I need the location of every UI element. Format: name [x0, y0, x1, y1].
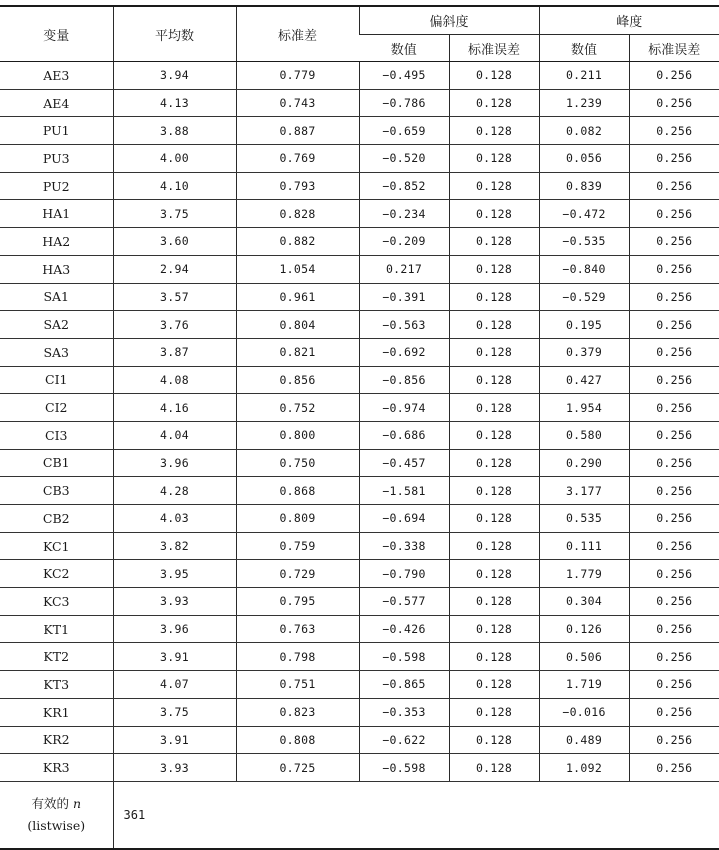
cell-skew-std-error: 0.128 [449, 255, 539, 283]
table-row [0, 532, 719, 560]
cell-skew-value: −0.790 [359, 560, 449, 588]
table-row [0, 338, 719, 366]
cell-kurt-std-error: 0.256 [629, 338, 719, 366]
cell-kurt-std-error: 0.256 [629, 560, 719, 588]
cell-skew-std-error: 0.128 [449, 117, 539, 145]
cell-skew-value: −0.520 [359, 145, 449, 173]
cell-variable: CI3 [0, 421, 113, 449]
cell-kurt-value: 0.126 [539, 615, 629, 643]
header-row-1 [0, 6, 719, 35]
cell-kurt-value: −0.840 [539, 255, 629, 283]
cell-variable: PU3 [0, 145, 113, 173]
cell-std: 0.793 [236, 172, 359, 200]
cell-skew-value: −0.856 [359, 366, 449, 394]
cell-kurt-std-error: 0.256 [629, 477, 719, 505]
table-row [0, 421, 719, 449]
cell-variable: HA1 [0, 200, 113, 228]
cell-std: 0.725 [236, 754, 359, 782]
table-row [0, 62, 719, 90]
cell-skew-std-error: 0.128 [449, 228, 539, 256]
table-row [0, 172, 719, 200]
cell-std: 0.798 [236, 643, 359, 671]
cell-kurt-value: 1.239 [539, 89, 629, 117]
cell-std: 0.752 [236, 394, 359, 422]
cell-variable: KT1 [0, 615, 113, 643]
cell-skew-value: −0.391 [359, 283, 449, 311]
cell-skew-std-error: 0.128 [449, 754, 539, 782]
cell-skew-value: −0.694 [359, 505, 449, 533]
cell-skew-std-error: 0.128 [449, 532, 539, 560]
cell-variable: CB1 [0, 449, 113, 477]
cell-variable: AE3 [0, 62, 113, 90]
cell-skew-std-error: 0.128 [449, 698, 539, 726]
header-skew-value: 数值 [359, 35, 449, 62]
cell-skew-std-error: 0.128 [449, 283, 539, 311]
cell-kurt-value: 0.056 [539, 145, 629, 173]
table-row [0, 255, 719, 283]
cell-std: 0.769 [236, 145, 359, 173]
cell-skew-std-error: 0.128 [449, 394, 539, 422]
table-row [0, 117, 719, 145]
cell-kurt-std-error: 0.256 [629, 228, 719, 256]
cell-mean: 3.93 [113, 754, 236, 782]
cell-std: 0.856 [236, 366, 359, 394]
cell-kurt-value: −0.472 [539, 200, 629, 228]
cell-mean: 4.08 [113, 366, 236, 394]
cell-kurt-std-error: 0.256 [629, 394, 719, 422]
cell-kurt-value: 1.779 [539, 560, 629, 588]
cell-kurt-std-error: 0.256 [629, 200, 719, 228]
cell-mean: 3.96 [113, 449, 236, 477]
table-row [0, 311, 719, 339]
cell-variable: SA3 [0, 338, 113, 366]
cell-kurt-std-error: 0.256 [629, 698, 719, 726]
cell-std: 0.809 [236, 505, 359, 533]
table-row [0, 698, 719, 726]
cell-std: 0.759 [236, 532, 359, 560]
cell-mean: 3.76 [113, 311, 236, 339]
table-row [0, 449, 719, 477]
cell-mean: 4.10 [113, 172, 236, 200]
table-row [0, 228, 719, 256]
table-row [0, 505, 719, 533]
cell-skew-std-error: 0.128 [449, 726, 539, 754]
cell-kurt-std-error: 0.256 [629, 89, 719, 117]
cell-kurt-value: 0.580 [539, 421, 629, 449]
cell-variable: HA2 [0, 228, 113, 256]
cell-kurt-value: 0.535 [539, 505, 629, 533]
cell-kurt-std-error: 0.256 [629, 366, 719, 394]
cell-mean: 4.16 [113, 394, 236, 422]
cell-variable: CB2 [0, 505, 113, 533]
cell-mean: 4.03 [113, 505, 236, 533]
cell-std: 0.821 [236, 338, 359, 366]
cell-mean: 3.60 [113, 228, 236, 256]
table-row [0, 588, 719, 616]
cell-skew-std-error: 0.128 [449, 62, 539, 90]
cell-kurt-std-error: 0.256 [629, 726, 719, 754]
cell-mean: 3.82 [113, 532, 236, 560]
cell-skew-std-error: 0.128 [449, 145, 539, 173]
cell-variable: SA1 [0, 283, 113, 311]
cell-mean: 3.87 [113, 338, 236, 366]
cell-skew-std-error: 0.128 [449, 671, 539, 699]
cell-std: 0.763 [236, 615, 359, 643]
cell-mean: 3.93 [113, 588, 236, 616]
cell-variable: CI2 [0, 394, 113, 422]
footer-value: 361 [113, 781, 719, 849]
cell-kurt-value: −0.529 [539, 283, 629, 311]
cell-kurt-std-error: 0.256 [629, 311, 719, 339]
cell-skew-value: −0.852 [359, 172, 449, 200]
cell-skew-std-error: 0.128 [449, 311, 539, 339]
cell-mean: 3.96 [113, 615, 236, 643]
cell-skew-value: −0.426 [359, 615, 449, 643]
table-row [0, 643, 719, 671]
footer-label [0, 781, 113, 849]
header-skewness: 偏斜度 [359, 6, 539, 35]
cell-kurt-value: 0.489 [539, 726, 629, 754]
cell-variable: CB3 [0, 477, 113, 505]
cell-std: 0.882 [236, 228, 359, 256]
cell-skew-std-error: 0.128 [449, 643, 539, 671]
cell-skew-std-error: 0.128 [449, 172, 539, 200]
cell-std: 0.808 [236, 726, 359, 754]
cell-skew-value: −0.598 [359, 643, 449, 671]
cell-mean: 3.91 [113, 643, 236, 671]
cell-kurt-std-error: 0.256 [629, 421, 719, 449]
cell-kurt-value: 1.719 [539, 671, 629, 699]
cell-skew-std-error: 0.128 [449, 366, 539, 394]
cell-kurt-value: 0.082 [539, 117, 629, 145]
footer-label-suffix: (listwise) [27, 817, 86, 833]
cell-kurt-std-error: 0.256 [629, 754, 719, 782]
cell-variable: SA2 [0, 311, 113, 339]
cell-kurt-std-error: 0.256 [629, 588, 719, 616]
cell-variable: KR1 [0, 698, 113, 726]
cell-std: 0.751 [236, 671, 359, 699]
cell-variable: CI1 [0, 366, 113, 394]
cell-skew-value: −0.686 [359, 421, 449, 449]
cell-std: 0.887 [236, 117, 359, 145]
cell-kurt-std-error: 0.256 [629, 643, 719, 671]
cell-variable: PU1 [0, 117, 113, 145]
cell-mean: 3.75 [113, 698, 236, 726]
cell-kurt-std-error: 0.256 [629, 532, 719, 560]
table-row [0, 671, 719, 699]
cell-skew-value: −0.692 [359, 338, 449, 366]
cell-kurt-value: 0.506 [539, 643, 629, 671]
cell-std: 0.961 [236, 283, 359, 311]
cell-skew-value: −1.581 [359, 477, 449, 505]
cell-std: 0.868 [236, 477, 359, 505]
cell-kurt-value: −0.535 [539, 228, 629, 256]
cell-skew-value: −0.577 [359, 588, 449, 616]
descriptive-stats-table [0, 5, 719, 850]
cell-kurt-value: 0.427 [539, 366, 629, 394]
cell-kurt-value: 1.092 [539, 754, 629, 782]
cell-skew-std-error: 0.128 [449, 560, 539, 588]
cell-skew-std-error: 0.128 [449, 200, 539, 228]
table-row [0, 615, 719, 643]
cell-skew-value: −0.659 [359, 117, 449, 145]
table-row [0, 560, 719, 588]
table-row [0, 89, 719, 117]
cell-skew-std-error: 0.128 [449, 477, 539, 505]
cell-kurt-std-error: 0.256 [629, 505, 719, 533]
cell-kurt-std-error: 0.256 [629, 449, 719, 477]
cell-kurt-std-error: 0.256 [629, 117, 719, 145]
cell-variable: KT2 [0, 643, 113, 671]
cell-mean: 3.88 [113, 117, 236, 145]
header-kurtosis: 峰度 [539, 6, 719, 35]
cell-kurt-std-error: 0.256 [629, 671, 719, 699]
header-skew-std-error: 标准误差 [449, 35, 539, 62]
table-row [0, 283, 719, 311]
cell-skew-std-error: 0.128 [449, 89, 539, 117]
cell-std: 0.729 [236, 560, 359, 588]
cell-kurt-value: 0.290 [539, 449, 629, 477]
cell-mean: 2.94 [113, 255, 236, 283]
cell-skew-value: −0.974 [359, 394, 449, 422]
cell-mean: 4.04 [113, 421, 236, 449]
cell-std: 0.750 [236, 449, 359, 477]
cell-mean: 3.75 [113, 200, 236, 228]
cell-skew-value: −0.786 [359, 89, 449, 117]
header-mean: 平均数 [113, 6, 236, 62]
table-body [0, 62, 719, 849]
cell-skew-value: −0.598 [359, 754, 449, 782]
cell-mean: 3.94 [113, 62, 236, 90]
cell-skew-std-error: 0.128 [449, 449, 539, 477]
cell-skew-value: −0.563 [359, 311, 449, 339]
footer-row [0, 781, 719, 849]
cell-std: 0.828 [236, 200, 359, 228]
cell-skew-value: −0.495 [359, 62, 449, 90]
cell-kurt-value: 0.195 [539, 311, 629, 339]
cell-mean: 3.57 [113, 283, 236, 311]
header-kurt-value: 数值 [539, 35, 629, 62]
cell-mean: 4.00 [113, 145, 236, 173]
cell-skew-value: −0.234 [359, 200, 449, 228]
cell-variable: AE4 [0, 89, 113, 117]
cell-skew-value: −0.209 [359, 228, 449, 256]
cell-variable: KC1 [0, 532, 113, 560]
cell-kurt-std-error: 0.256 [629, 145, 719, 173]
cell-std: 0.800 [236, 421, 359, 449]
cell-skew-value: 0.217 [359, 255, 449, 283]
table-row [0, 754, 719, 782]
cell-kurt-value: 3.177 [539, 477, 629, 505]
table-row [0, 394, 719, 422]
cell-variable: KT3 [0, 671, 113, 699]
cell-skew-std-error: 0.128 [449, 421, 539, 449]
cell-std: 1.054 [236, 255, 359, 283]
header-kurt-std-error: 标准误差 [629, 35, 719, 62]
cell-variable: HA3 [0, 255, 113, 283]
cell-kurt-value: 0.839 [539, 172, 629, 200]
cell-std: 0.795 [236, 588, 359, 616]
header-variable: 变量 [0, 6, 113, 62]
cell-variable: KR2 [0, 726, 113, 754]
cell-skew-std-error: 0.128 [449, 615, 539, 643]
cell-kurt-value: 0.379 [539, 338, 629, 366]
cell-kurt-value: −0.016 [539, 698, 629, 726]
cell-skew-value: −0.353 [359, 698, 449, 726]
cell-variable: KR3 [0, 754, 113, 782]
cell-variable: PU2 [0, 172, 113, 200]
cell-mean: 4.07 [113, 671, 236, 699]
table-row [0, 477, 719, 505]
cell-kurt-std-error: 0.256 [629, 615, 719, 643]
cell-kurt-value: 0.111 [539, 532, 629, 560]
table-row [0, 200, 719, 228]
cell-kurt-std-error: 0.256 [629, 62, 719, 90]
table-row [0, 145, 719, 173]
footer-label-var: n [72, 795, 82, 811]
cell-skew-std-error: 0.128 [449, 505, 539, 533]
cell-mean: 3.91 [113, 726, 236, 754]
table-row [0, 726, 719, 754]
cell-std: 0.779 [236, 62, 359, 90]
cell-skew-value: −0.622 [359, 726, 449, 754]
cell-kurt-std-error: 0.256 [629, 255, 719, 283]
cell-kurt-value: 0.304 [539, 588, 629, 616]
cell-std: 0.743 [236, 89, 359, 117]
cell-std: 0.823 [236, 698, 359, 726]
cell-skew-std-error: 0.128 [449, 338, 539, 366]
cell-variable: KC3 [0, 588, 113, 616]
cell-skew-std-error: 0.128 [449, 588, 539, 616]
cell-kurt-value: 1.954 [539, 394, 629, 422]
cell-kurt-std-error: 0.256 [629, 283, 719, 311]
footer-label-prefix: 有效的 [31, 795, 69, 811]
table-row [0, 366, 719, 394]
cell-std: 0.804 [236, 311, 359, 339]
cell-skew-value: −0.338 [359, 532, 449, 560]
cell-mean: 4.28 [113, 477, 236, 505]
cell-mean: 3.95 [113, 560, 236, 588]
cell-kurt-value: 0.211 [539, 62, 629, 90]
header-std: 标准差 [236, 6, 359, 62]
cell-skew-value: −0.865 [359, 671, 449, 699]
cell-variable: KC2 [0, 560, 113, 588]
cell-skew-value: −0.457 [359, 449, 449, 477]
cell-mean: 4.13 [113, 89, 236, 117]
cell-kurt-std-error: 0.256 [629, 172, 719, 200]
